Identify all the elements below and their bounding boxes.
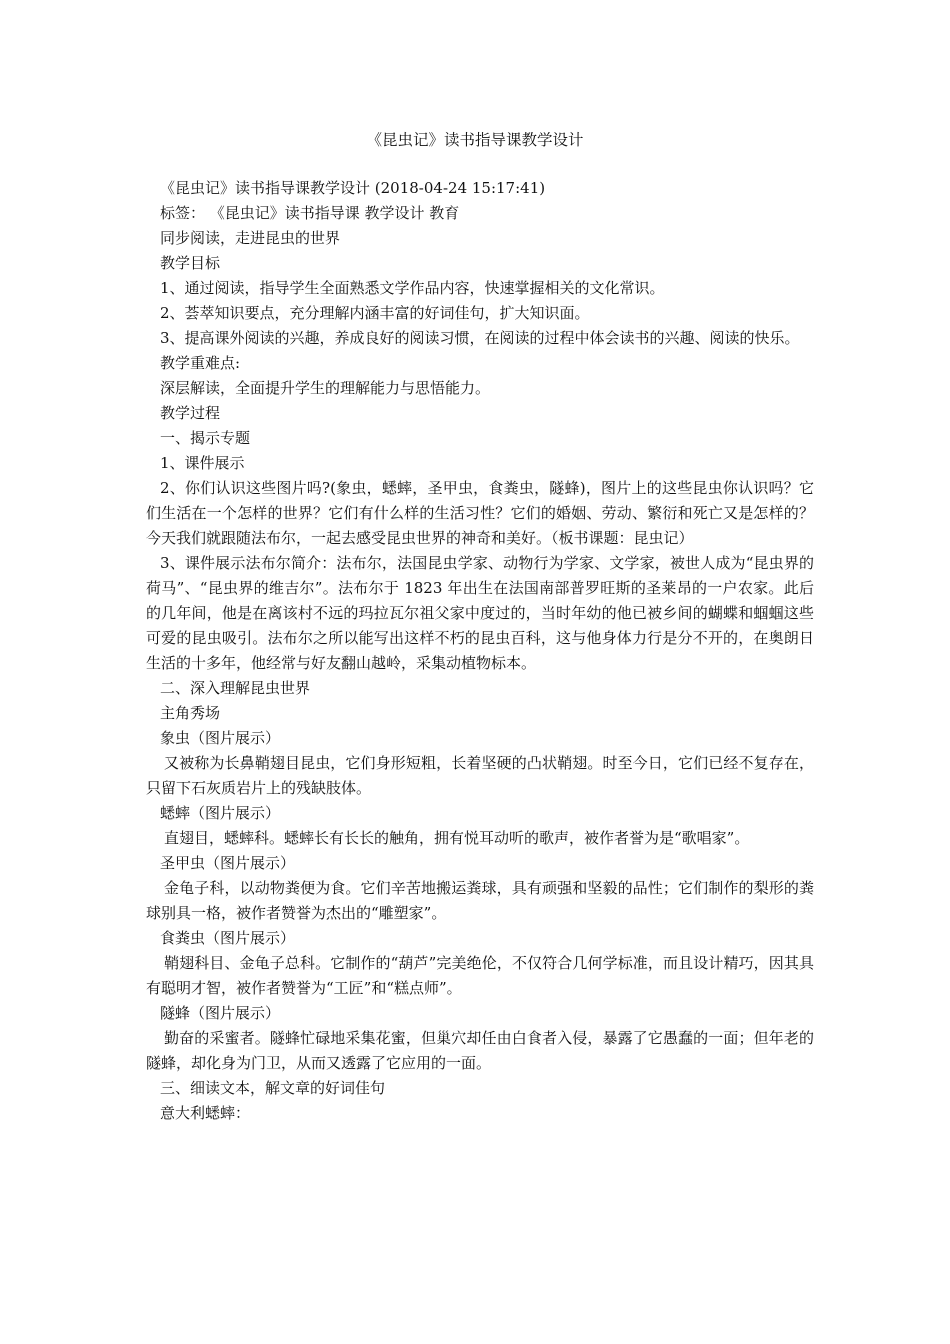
paragraph: 1、通过阅读，指导学生全面熟悉文学作品内容，快速掌握相关的文化常识。 [160, 279, 665, 297]
insect-heading: 隧蜂（图片展示） [160, 1004, 281, 1022]
paragraph: 1、课件展示 [160, 454, 245, 472]
paragraph: 2、你们认识这些图片吗?(象虫，蟋蟀，圣甲虫，食粪虫，隧蜂)，图片上的这些昆虫你认识吗？它们生活在一个怎样的世界？它们有什么样的生活习性？它们的婚姻、劳动、繁衍和死亡又是怎样的？今天我们就跟随法布尔，一起去感受昆虫世界的神奇和美好。（板书课题：昆虫记） [146, 479, 814, 547]
paragraph: 同步阅读，走进昆虫的世界 [160, 229, 341, 247]
insect-heading: 象虫（图片展示） [160, 729, 281, 747]
paragraph: 鞘翅科目、金龟子总科。它制作的“葫芦”完美绝伦，不仅符合几何学标准，而且设计精巧，因其具有聪明才智，被作者赞誉为“工匠”和“糕点师”。 [146, 954, 814, 997]
section-heading: 教学重难点: [160, 354, 241, 372]
document-body [146, 176, 814, 1126]
paragraph: 深层解读，全面提升学生的理解能力与思悟能力。 [160, 379, 491, 397]
paragraph: 意大利蟋蟀： [160, 1104, 251, 1122]
paragraph: 2、荟萃知识要点，充分理解内涵丰富的好词佳句，扩大知识面。 [160, 304, 590, 322]
paragraph: 3、提高课外阅读的兴趣，养成良好的阅读习惯，在阅读的过程中体会读书的兴趣、阅读的快乐。 [160, 329, 800, 347]
section-heading: 二、深入理解昆虫世界 [160, 679, 311, 697]
paragraph: 金龟子科，以动物粪便为食。它们辛苦地搬运粪球，具有顽强和坚毅的品性；它们制作的梨形的粪球别具一格，被作者赞誉为杰出的“雕塑家”。 [146, 879, 814, 922]
section-heading: 一、揭示专题 [160, 429, 251, 447]
paragraph-header-line: 《昆虫记》读书指导课教学设计 (2018-04-24 15:17:41) [160, 179, 546, 197]
section-heading: 教学目标 [160, 254, 221, 272]
paragraph: 3、课件展示法布尔简介：法布尔，法国昆虫学家、动物行为学家、文学家，被世人成为“昆虫界的荷马”、“昆虫界的维吉尔”。法布尔于 1823 年出生在法国南部普罗旺斯的圣莱昂的一户农家。此后的几年间，他是在离该村不远的玛拉瓦尔祖父家中度过的，当时年幼的他已被乡间的蝴蝶和蝈蝈这些可爱的昆虫吸引。法布尔之所以能写出这样不朽的昆虫百科，这与他身体力行是分不开的，在奥朗日生活的十多年，他经常与好友翻山越岭，采集动植物标本。 [146, 554, 814, 672]
section-heading: 三、细读文本，解文章的好词佳句 [160, 1079, 386, 1097]
paragraph: 又被称为长鼻鞘翅目昆虫，它们身形短粗，长着坚硬的凸状鞘翅。时至今日，它们已经不复存在，只留下石灰质岩片上的残缺肢体。 [146, 754, 814, 797]
insect-heading: 蟋蟀（图片展示） [160, 804, 281, 822]
document-title: 《昆虫记》读书指导课教学设计 [366, 131, 584, 149]
section-heading: 主角秀场 [160, 704, 221, 722]
paragraph: 直翅目，蟋蟀科。蟋蟀长有长长的触角，拥有悦耳动听的歌声，被作者誉为是“歌唱家”。 [164, 829, 750, 847]
paragraph-tags: 标签： 《昆虫记》读书指导课 教学设计 教育 [160, 204, 460, 222]
paragraph: 勤奋的采蜜者。隧蜂忙碌地采集花蜜，但巢穴却任由白食者入侵，暴露了它愚蠢的一面；但年老的隧蜂，却化身为门卫，从而又透露了它应用的一面。 [146, 1029, 814, 1072]
insect-heading: 圣甲虫（图片展示） [160, 854, 296, 872]
insect-heading: 食粪虫（图片展示） [160, 929, 296, 947]
section-heading: 教学过程 [160, 404, 221, 422]
